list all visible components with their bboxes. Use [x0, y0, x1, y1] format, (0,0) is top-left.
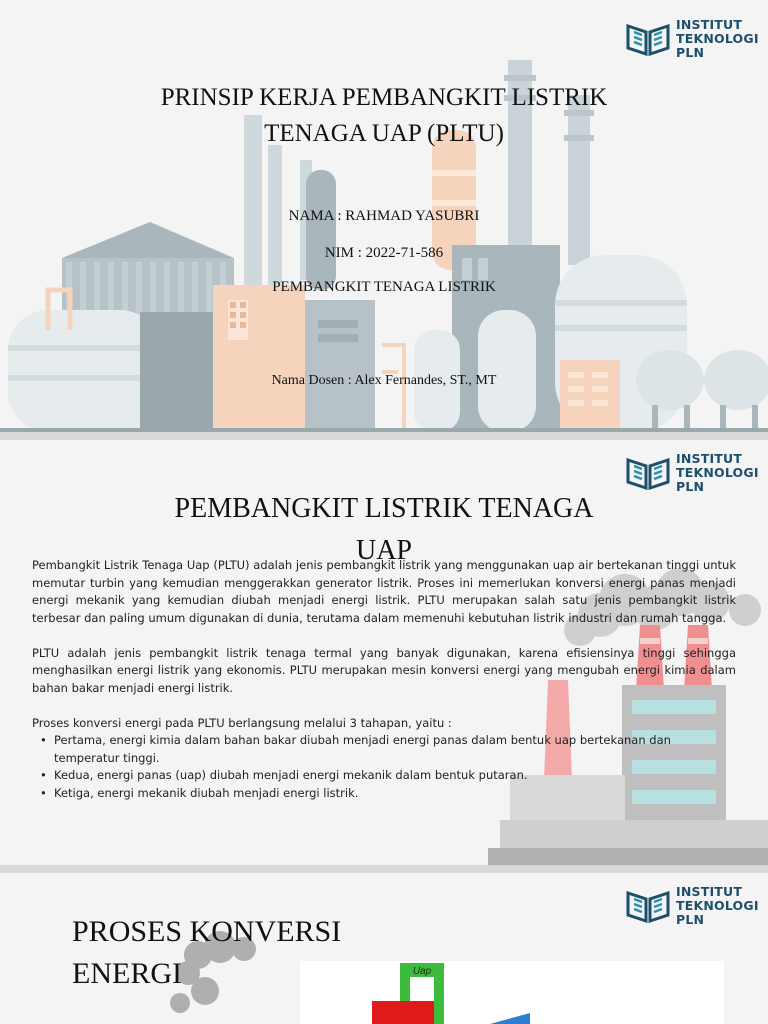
itpln-logo [626, 885, 759, 927]
stages-list [40, 732, 736, 802]
course-name: PEMBANGKIT TENAGA LISTRIK [272, 279, 496, 295]
stages-intro: Proses konversi energi pada PLTU berlangsung melalui 3 tahapan, yaitu : [32, 715, 452, 730]
slide2-title-line-1: PEMBANGKIT LISTRIK TENAGA [174, 493, 594, 524]
logo-line-1: INSTITUT [676, 884, 743, 899]
open-book-logo-icon [626, 456, 670, 490]
slide1-title-line-2: TENAGA UAP (PLTU) [264, 120, 504, 147]
logo-line-3: PLN [676, 912, 705, 927]
slide2-body [32, 557, 736, 802]
energy-conversion-slide [0, 873, 768, 1024]
paragraph-1: Pembangkit Listrik Tenaga Uap (PLTU) adalah jenis pembangkit listrik yang menggunakan uap air bertekanan tinggi untuk memutar turbin yang kemudian menggerakkan generator listrik. Proses ini memerlukan konversi energi panas menjadi energi mekanik yang kemudian diubah menjadi energi listrik. PLTU merupakan salah satu jenis pembangkit listrik terbesar dan paling umum digunakan di dunia, terutama dalam memenuhi kebutuhan listrik industri dan rumah tangga. [32, 558, 736, 625]
slide3-title-line-2: ENERGI [72, 957, 182, 990]
list-item: • Ketiga, energi mekanik diubah menjadi energi listrik. [40, 785, 736, 803]
logo-line-3: PLN [676, 479, 705, 494]
itpln-logo [626, 18, 759, 60]
logo-line-1: INSTITUT [676, 17, 743, 32]
open-book-logo-icon [626, 889, 670, 923]
logo-line-1: INSTITUT [676, 451, 743, 466]
logo-line-2: TEKNOLOGI [676, 465, 759, 480]
pltu-definition-slide [0, 440, 768, 865]
logo-line-3: PLN [676, 45, 705, 60]
list-item: • Kedua, energi panas (uap) diubah menjadi energi mekanik dalam bentuk putaran. [40, 767, 736, 785]
paragraph-2: PLTU adalah jenis pembangkit listrik tenaga termal yang banyak digunakan, karena efisiensinya tinggi sehingga menghasilkan energi listrik yang ekonomis. PLTU merupakan mesin konversi energi yang mengubah energi kimia dalam bahan bakar menjadi energi listrik. [32, 645, 736, 695]
list-item: • Pertama, energi kimia dalam bahan bakar diubah menjadi energi panas dalam bentuk uap bertekanan dan temperatur tinggi. [40, 732, 736, 767]
slide1-title-line-1: PRINSIP KERJA PEMBANGKIT LISTRIK [160, 84, 608, 111]
slide1-title [100, 80, 668, 152]
student-nim: NIM : 2022-71-586 [324, 245, 444, 261]
steam-label: Uap [412, 966, 432, 977]
slide2-title-line-2: UAP [355, 535, 412, 566]
title-slide [0, 0, 768, 432]
lecturer-name: Nama Dosen : Alex Fernandes, ST., MT [271, 373, 497, 388]
logo-line-2: TEKNOLOGI [676, 31, 759, 46]
logo-line-2: TEKNOLOGI [676, 898, 759, 913]
open-book-logo-icon [626, 22, 670, 56]
student-name: NAMA : RAHMAD YASUBRI [288, 208, 480, 224]
slide3-title [72, 911, 341, 995]
slide3-title-line-1: PROSES KONVERSI [72, 915, 342, 948]
